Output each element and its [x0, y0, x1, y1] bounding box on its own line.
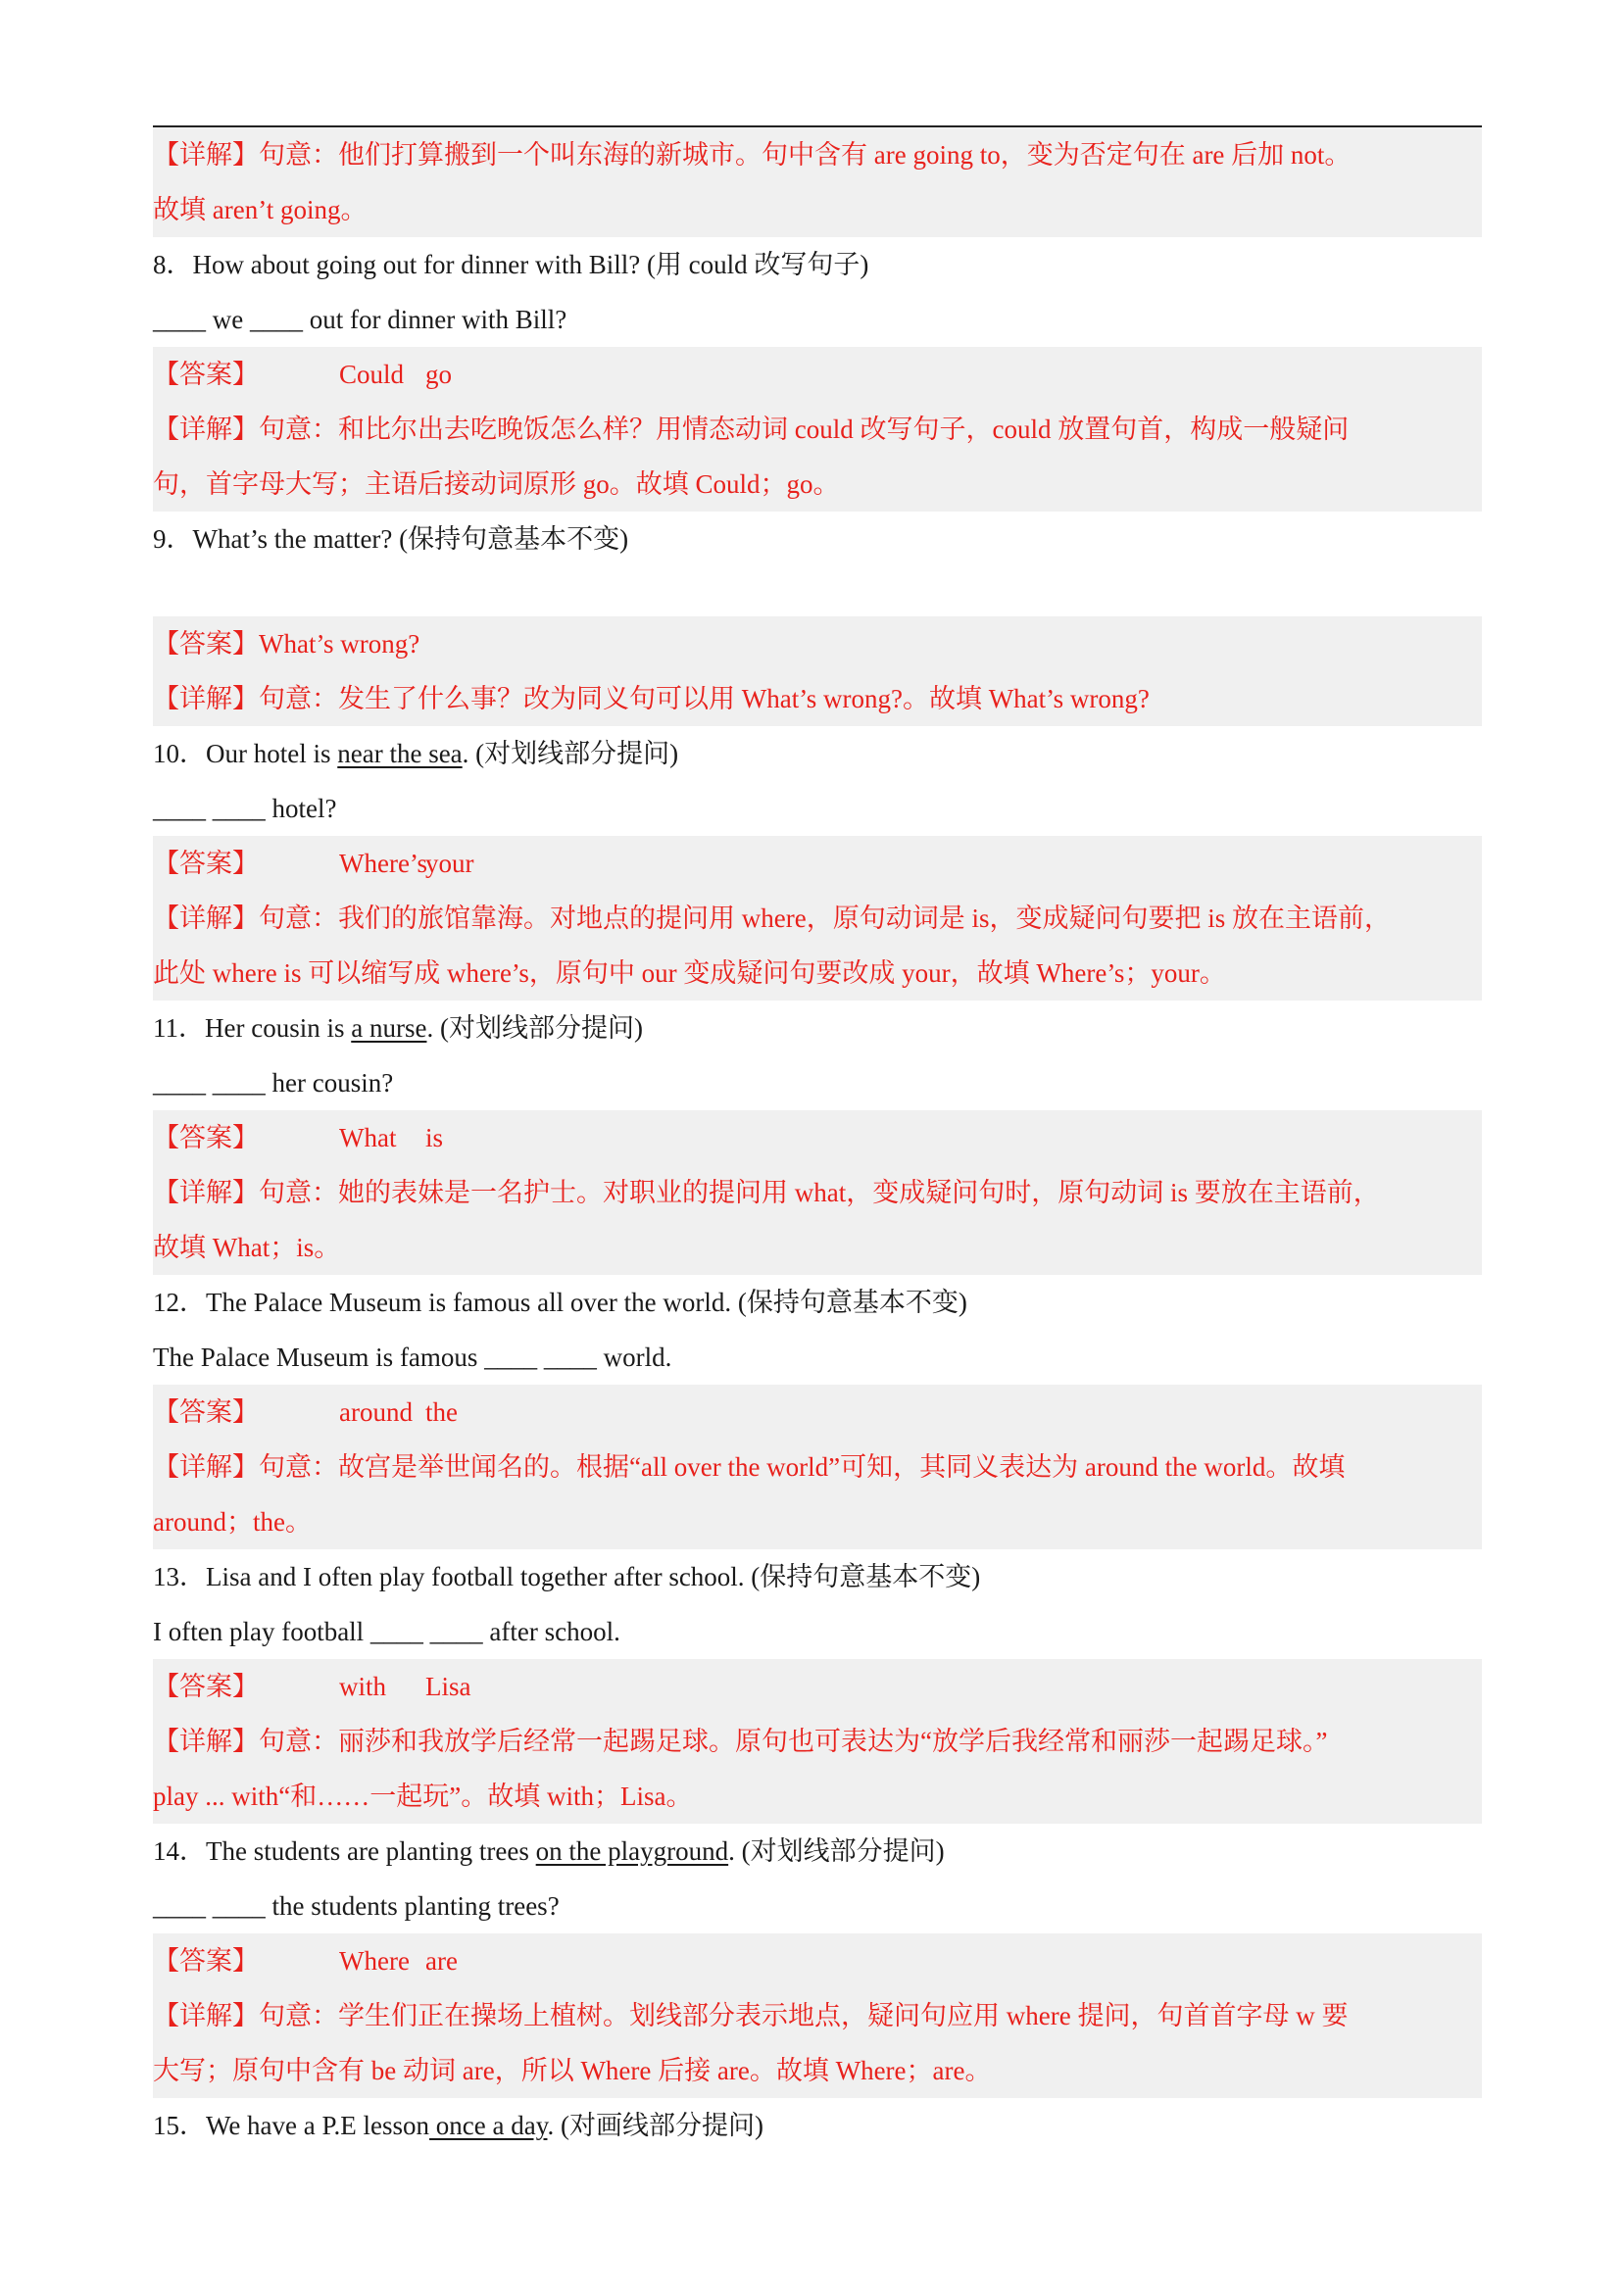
answer-first-word: Where’s: [339, 849, 427, 878]
explanation-line: [153, 1440, 1482, 1494]
explanation-line: [153, 402, 1482, 457]
answer-box: [153, 836, 1482, 1001]
explanation-text: 大写；原句中含有 be 动词 are，所以 Where 后接 are。故填 Where；are。: [153, 2056, 992, 2085]
question-text: . (对划线部分提问): [426, 1013, 643, 1043]
question-line: The Palace Museum is famous ____ ____ world.: [153, 1343, 672, 1372]
answer-first-word: around: [339, 1397, 413, 1427]
question-text: 15．We have a P.E lesson: [153, 2111, 430, 2140]
explanation-line: [153, 1220, 1482, 1275]
exercise-content: [153, 127, 1482, 2153]
blank-answer-space: [153, 566, 1482, 616]
explanation-text: 【详解】句意：我们的旅馆靠海。对地点的提问用 where，原句动词是 is，变成疑问句要把 is 放在主语前，: [153, 904, 1391, 933]
question-line: ____ ____ the students planting trees?: [153, 1891, 560, 1921]
question-line: 9．What’s the matter? (保持句意基本不变): [153, 524, 629, 554]
explanation-text: 【详解】句意：学生们正在操场上植树。划线部分表示地点，疑问句应用 where 提问，句首首字母 w 要: [153, 2001, 1349, 2030]
question-text: 11．Her cousin is: [153, 1013, 352, 1043]
question-line: I often play football ____ ____ after school.: [153, 1617, 620, 1646]
question-line: ____ ____ her cousin?: [153, 1068, 394, 1098]
answer-box: [153, 347, 1482, 512]
answer-line: [153, 1385, 1482, 1440]
answer-first-word: What: [339, 1123, 397, 1152]
explanation-text: 【详解】句意：她的表妹是一名护士。对职业的提问用 what，变成疑问句时，原句动词 is 要放在主语前，: [153, 1178, 1380, 1207]
answer-label: 【答案】: [153, 849, 259, 878]
answer-line: [153, 347, 1482, 402]
answer-box: [153, 1659, 1482, 1824]
explanation-line: [153, 2043, 1482, 2098]
explanation-line: [153, 1988, 1482, 2043]
question-text: . (对画线部分提问): [547, 2111, 763, 2140]
worksheet-page: [153, 125, 1482, 2153]
answer-box: [153, 1110, 1482, 1275]
explanation-line: [153, 182, 1482, 237]
explanation-text: 句，首字母大写；主语后接动词原形 go。故填 Could；go。: [153, 469, 840, 499]
answer-label: 【答案】: [153, 1397, 259, 1427]
question-line: 12．The Palace Museum is famous all over the world. (保持句意基本不变): [153, 1288, 967, 1317]
explanation-text: play ... with“和……一起玩”。故填 with；Lisa。: [153, 1782, 693, 1811]
question-line: [153, 1001, 1482, 1055]
answer-second-word: your: [425, 849, 474, 878]
answer-first-word: with: [339, 1672, 387, 1701]
answer-label: 【答案】: [153, 1946, 259, 1976]
answer-first-word: Could: [339, 360, 405, 389]
explanation-line: [153, 127, 1482, 182]
question-line: [153, 1824, 1482, 1879]
answer-box: [153, 616, 1482, 726]
underlined-phrase: once a day: [429, 2111, 548, 2140]
explanation-line: [153, 946, 1482, 1001]
answer-second-word: Lisa: [425, 1672, 471, 1701]
explanation-line: [153, 1714, 1482, 1769]
answer-first-word: Where: [339, 1946, 410, 1976]
explanation-text: around；the。: [153, 1507, 312, 1537]
answer-line: 【答案】What’s wrong?: [153, 629, 420, 659]
answer-line: [153, 1933, 1482, 1988]
underlined-phrase: near the sea: [337, 739, 463, 768]
question-line: 8．How about going out for dinner with Bill? (用 could 改写句子): [153, 250, 869, 279]
answer-second-word: the: [425, 1397, 458, 1427]
answer-line: [153, 1659, 1482, 1714]
question-text: 10．Our hotel is: [153, 739, 338, 768]
explanation-text: 故填 aren’t going。: [153, 195, 368, 224]
answer-box: [153, 1933, 1482, 2098]
explanation-line: [153, 457, 1482, 512]
answer-second-word: go: [425, 360, 452, 389]
question-line: ____ we ____ out for dinner with Bill?: [153, 305, 567, 334]
explanation-line: [153, 1165, 1482, 1220]
underlined-phrase: on the playground: [535, 1836, 729, 1866]
explanation-line: [153, 671, 1482, 726]
answer-label: 【答案】: [153, 360, 259, 389]
answer-second-word: are: [425, 1946, 458, 1976]
question-line: [153, 2098, 1482, 2153]
question-line: 13．Lisa and I often play football together after school. (保持句意基本不变): [153, 1562, 981, 1591]
answer-second-word: is: [425, 1123, 444, 1152]
answer-line: [153, 836, 1482, 891]
answer-label: 【答案】: [153, 1123, 259, 1152]
answer-box: [153, 1385, 1482, 1549]
question-text: . (对划线部分提问): [728, 1836, 945, 1866]
question-text: 14．The students are planting trees: [153, 1836, 536, 1866]
explanation-text: 故填 What；is。: [153, 1233, 341, 1262]
underlined-phrase: a nurse: [351, 1013, 427, 1043]
explanation-text: 【详解】句意：丽莎和我放学后经常一起踢足球。原句也可表达为“放学后我经常和丽莎一起踢足球。”: [153, 1727, 1328, 1756]
explanation-text: 此处 where is 可以缩写成 where’s，原句中 our 变成疑问句要改成 your，故填 Where’s；your。: [153, 958, 1226, 988]
question-line: [153, 726, 1482, 781]
answer-line: [153, 1110, 1482, 1165]
question-text: . (对划线部分提问): [462, 739, 679, 768]
explanation-text: 【详解】句意：他们打算搬到一个叫东海的新城市。句中含有 are going to，变为否定句在 are 后加 not。: [153, 140, 1352, 170]
explanation-line: [153, 1494, 1482, 1549]
explanation-text: 【详解】句意：和比尔出去吃晚饭怎么样？用情态动词 could 改写句子，could 放置句首，构成一般疑问: [153, 415, 1350, 444]
explanation-text: 【详解】句意：发生了什么事？改为同义句可以用 What’s wrong?。故填 What’s wrong?: [153, 684, 1150, 713]
question-line: ____ ____ hotel?: [153, 794, 337, 823]
answer-box: [153, 127, 1482, 237]
explanation-line: [153, 1769, 1482, 1824]
explanation-text: 【详解】句意：故宫是举世闻名的。根据“all over the world”可知，其同义表达为 around the world。故填: [153, 1452, 1346, 1482]
explanation-line: [153, 891, 1482, 946]
answer-label: 【答案】: [153, 1672, 259, 1701]
